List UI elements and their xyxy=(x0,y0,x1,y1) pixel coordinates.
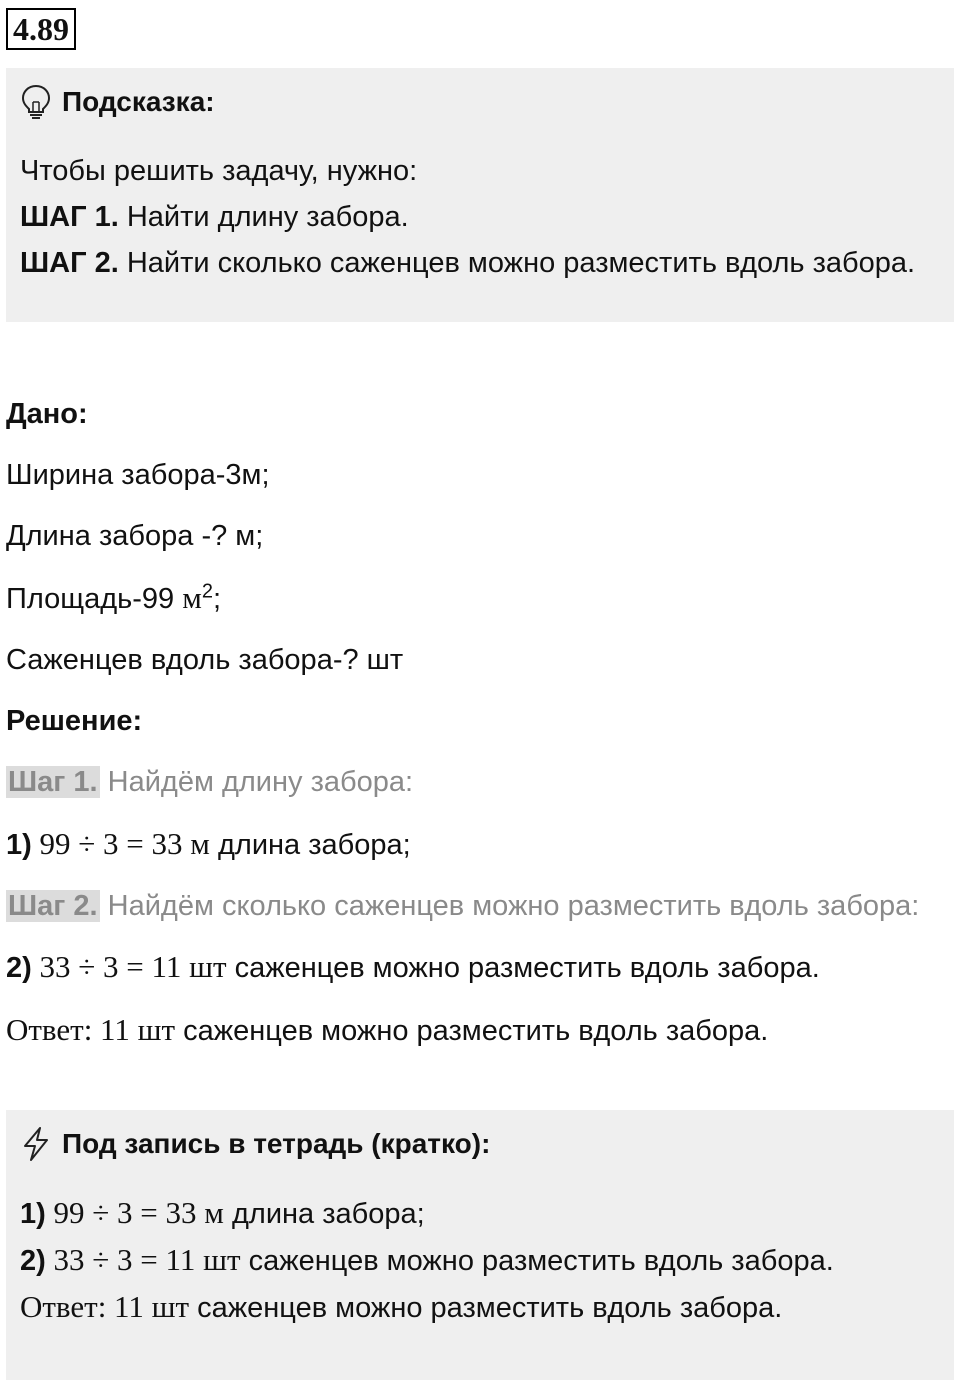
step1-tag: Шаг 1. xyxy=(8,766,98,798)
short-calc2-text: саженцев можно разместить вдоль забора. xyxy=(240,1245,834,1277)
solution-heading: Решение: xyxy=(6,705,143,737)
step2-text: Найдём сколько саженцев можно разместить вдоль забора: xyxy=(99,890,920,922)
given-area-exp: 2 xyxy=(201,580,213,603)
hint-intro: Чтобы решить задачу, нужно: xyxy=(20,155,418,187)
short-calc1-expr: 99 ÷ 3 = 33 м xyxy=(45,1195,224,1230)
solution-step1 xyxy=(6,752,956,813)
solution-step2 xyxy=(6,876,956,936)
main-content xyxy=(6,384,956,1062)
hint-step2 xyxy=(20,240,940,286)
given-area-prefix: Площадь-99 xyxy=(6,583,183,615)
given-area xyxy=(6,567,956,630)
hint-title: Подсказка: xyxy=(62,86,215,117)
hint-step1-text: Найти длину забора. xyxy=(118,201,409,233)
step2-tag: Шаг 2. xyxy=(8,890,98,922)
hint-box xyxy=(6,68,954,322)
hint-step2-text: Найти сколько саженцев можно разместить вдоль забора. xyxy=(118,247,916,279)
hint-step1 xyxy=(20,194,940,240)
calc1-expr: 99 ÷ 3 = 33 м xyxy=(31,826,210,861)
short-calc1 xyxy=(20,1190,940,1237)
lightning-icon xyxy=(20,1126,52,1162)
short-calc2-expr: 33 ÷ 3 = 11 шт xyxy=(45,1242,241,1277)
given-length: Длина забора -? м; xyxy=(6,520,264,552)
solution-answer xyxy=(6,999,956,1062)
short-answer-label: Ответ: 11 шт xyxy=(20,1289,190,1324)
given-area-suffix: ; xyxy=(212,583,222,615)
lightbulb-icon xyxy=(20,84,52,120)
calc2-text: саженцев можно разместить вдоль забора. xyxy=(226,952,820,984)
hint-step2-label: ШАГ 2. xyxy=(20,247,119,279)
short-answer-text: саженцев можно разместить вдоль забора. xyxy=(189,1292,783,1324)
answer-text: саженцев можно разместить вдоль забора. xyxy=(175,1015,769,1047)
given-seedlings: Саженцев вдоль забора-? шт xyxy=(6,644,404,676)
task-number: 4.89 xyxy=(6,8,76,50)
solution-calc2 xyxy=(6,936,956,999)
calc1-num: 1) xyxy=(6,829,32,861)
short-calc2-num: 2) xyxy=(20,1245,46,1277)
short-header xyxy=(20,1120,940,1168)
given-width: Ширина забора-3м; xyxy=(6,459,270,491)
short-calc1-num: 1) xyxy=(20,1198,46,1230)
hint-header xyxy=(20,78,940,126)
answer-label: Ответ: 11 шт xyxy=(6,1012,176,1047)
solution-calc1 xyxy=(6,813,956,876)
given-area-unit: м xyxy=(182,580,202,615)
step1-text: Найдём длину забора: xyxy=(99,766,414,798)
calc2-expr: 33 ÷ 3 = 11 шт xyxy=(31,949,227,984)
calc1-text: длина забора; xyxy=(209,829,411,861)
calc2-num: 2) xyxy=(6,952,32,984)
hint-step1-label: ШАГ 1. xyxy=(20,201,119,233)
short-box xyxy=(6,1110,954,1380)
short-answer xyxy=(20,1284,940,1331)
short-title: Под запись в тетрадь (кратко): xyxy=(62,1128,491,1159)
short-calc2 xyxy=(20,1237,940,1284)
given-heading: Дано: xyxy=(6,398,88,430)
short-calc1-text: длина забора; xyxy=(223,1198,425,1230)
